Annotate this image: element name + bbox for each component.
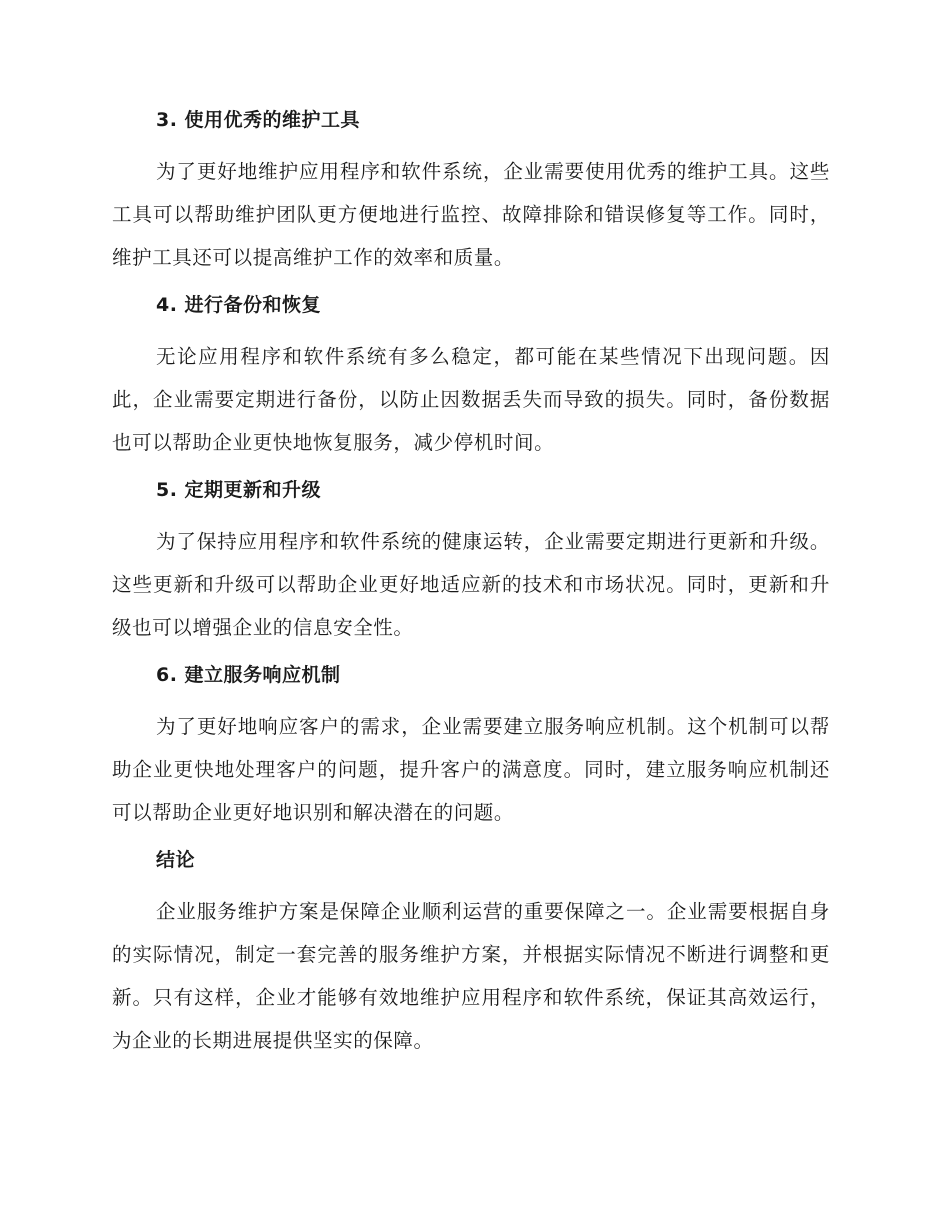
section-paragraph: 为了更好地响应客户的需求，企业需要建立服务响应机制。这个机制可以帮助企业更快地处理客户的问题，提升客户的满意度。同时，建立服务响应机制还可以帮助企业更好地识别和解决潜在的问题。 xyxy=(112,715,830,824)
section-heading: 4. 进行备份和恢复 xyxy=(156,294,322,316)
section-heading: 6. 建立服务响应机制 xyxy=(156,664,341,686)
section-service-response xyxy=(112,661,830,834)
section-update-upgrade xyxy=(112,476,830,649)
section-heading: 结论 xyxy=(156,849,196,871)
section-paragraph: 无论应用程序和软件系统有多么稳定，都可能在某些情况下出现问题。因此，企业需要定期进行备份，以防止因数据丢失而导致的损失。同时，备份数据也可以帮助企业更快地恢复服务，减少停机时间。 xyxy=(112,345,830,454)
document-page xyxy=(112,106,830,1074)
section-heading: 5. 定期更新和升级 xyxy=(156,479,322,501)
section-maintenance-tools xyxy=(112,106,830,279)
section-paragraph: 为了保持应用程序和软件系统的健康运转，企业需要定期进行更新和升级。这些更新和升级可以帮助企业更好地适应新的技术和市场状况。同时，更新和升级也可以增强企业的信息安全性。 xyxy=(112,530,830,639)
section-paragraph: 为了更好地维护应用程序和软件系统，企业需要使用优秀的维护工具。这些工具可以帮助维护团队更方便地进行监控、故障排除和错误修复等工作。同时，维护工具还可以提高维护工作的效率和质量。 xyxy=(112,160,830,269)
section-heading: 3. 使用优秀的维护工具 xyxy=(156,109,361,131)
section-conclusion xyxy=(112,846,830,1062)
section-backup-recovery xyxy=(112,291,830,464)
section-paragraph: 企业服务维护方案是保障企业顺利运营的重要保障之一。企业需要根据自身的实际情况，制定一套完善的服务维护方案，并根据实际情况不断进行调整和更新。只有这样，企业才能够有效地维护应用程序和软件系统，保证其高效运行，为企业的长期进展提供坚实的保障。 xyxy=(112,900,830,1052)
